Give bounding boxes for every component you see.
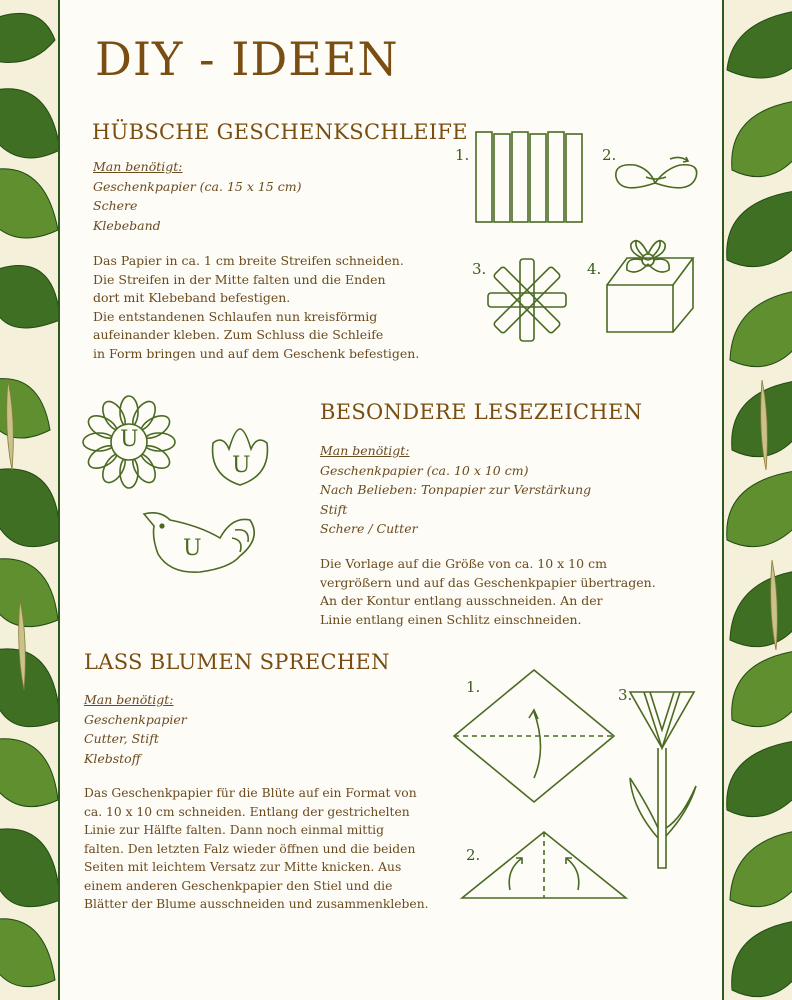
material-item: Klebstoff	[84, 750, 141, 766]
section-title-flowers: LASS BLUMEN SPRECHEN	[84, 650, 390, 674]
instruction-line: Das Papier in ca. 1 cm breite Streifen schneiden.	[93, 253, 404, 268]
step-number: 2.	[602, 146, 617, 164]
bird-bookmark-icon	[140, 508, 265, 578]
gift-box-icon	[603, 230, 698, 340]
page-title: DIY - IDEEN	[95, 32, 399, 86]
materials-bow	[93, 157, 301, 235]
instruction-line: dort mit Klebeband befestigen.	[93, 290, 291, 305]
materials-heading: Man benötigt:	[320, 443, 410, 458]
instruction-line: falten. Den letzten Falz wieder öffnen und die beiden	[84, 841, 416, 856]
bird-bookmark-drawing	[140, 508, 265, 582]
bow-strips-drawing	[470, 130, 590, 229]
instruction-line: Linie entlang einen Schlitz einschneiden.	[320, 611, 582, 627]
step-number: 1.	[466, 678, 481, 696]
instruction-line: Die entstandenen Schlaufen nun kreisförmig	[93, 308, 378, 324]
materials-heading: Man benötigt:	[84, 692, 174, 707]
right-leaf-border	[722, 0, 792, 1000]
instruction-line: einem anderen Geschenkpapier den Stiel und die	[84, 878, 393, 893]
instructions-bookmark	[320, 555, 656, 629]
step-number: 2.	[466, 846, 481, 864]
paper-tulip-icon	[622, 688, 702, 873]
gift-box-drawing	[603, 230, 698, 344]
shape-letter: U	[232, 453, 251, 478]
leaf-border-icon	[0, 0, 60, 1000]
instruction-line: Das Geschenkpapier für die Blüte auf ein Format von	[84, 786, 417, 800]
instruction-line: Die Vorlage auf die Größe von ca. 10 x 10 cm	[320, 556, 607, 571]
material-item: Stift	[320, 501, 348, 517]
material-item: Geschenkpapier (ca. 15 x 15 cm)	[93, 178, 302, 194]
material-item: Klebeband	[93, 217, 161, 233]
instructions-flowers	[84, 784, 429, 914]
folded-square-icon	[452, 668, 617, 808]
tulip-bookmark-drawing	[205, 425, 275, 494]
left-leaf-border	[0, 0, 60, 1000]
paper-tulip-drawing	[622, 688, 702, 877]
material-item: Geschenkpapier	[84, 711, 187, 727]
instruction-line: ca. 10 x 10 cm schneiden. Entlang der gestrichelten	[84, 804, 410, 819]
bow-loop-icon	[610, 155, 705, 200]
materials-heading: Man benötigt:	[93, 159, 183, 174]
shape-letter: U	[120, 427, 139, 452]
instruction-line: Blätter der Blume ausschneiden und zusammenkleben.	[84, 897, 429, 911]
step-number: 3.	[618, 686, 633, 704]
material-item: Schere / Cutter	[320, 521, 418, 536]
material-item: Schere	[93, 198, 138, 213]
flower-bookmark-drawing	[82, 395, 177, 494]
instruction-line: Die Streifen in der Mitte falten und die Enden	[93, 271, 386, 287]
instruction-line: Linie zur Hälfte falten. Dann noch einmal mittig	[84, 823, 384, 837]
section-title-bookmark: BESONDERE LESEZEICHEN	[320, 400, 643, 424]
step-number: 1.	[455, 146, 470, 164]
folded-triangle-icon	[460, 828, 630, 903]
folded-square-drawing	[452, 668, 617, 812]
instruction-line: in Form bringen und auf dem Geschenk befestigen.	[93, 345, 420, 361]
step-number: 3.	[472, 260, 487, 278]
bow-star-drawing	[488, 255, 568, 349]
instructions-bow	[93, 252, 419, 363]
bow-strips-icon	[470, 130, 590, 225]
material-item: Cutter, Stift	[84, 731, 159, 746]
materials-flowers	[84, 690, 187, 768]
section-title-bow: HÜBSCHE GESCHENKSCHLEIFE	[92, 120, 468, 144]
instruction-line: vergrößern und auf das Geschenkpapier übertragen.	[320, 574, 656, 590]
material-item: Nach Belieben: Tonpapier zur Verstärkung	[320, 482, 592, 497]
instruction-line: aufeinander kleben. Zum Schluss die Schleife	[93, 327, 384, 342]
bow-loop-drawing	[610, 155, 705, 204]
folded-triangle-drawing	[460, 828, 630, 907]
instruction-line: Seiten mit leichtem Versatz zur Mitte knicken. Aus	[84, 860, 402, 874]
material-item: Geschenkpapier (ca. 10 x 10 cm)	[320, 462, 529, 478]
step-number: 4.	[587, 260, 602, 278]
materials-bookmark	[320, 441, 591, 539]
instruction-line: An der Kontur entlang ausschneiden. An der	[320, 593, 603, 608]
bow-star-icon	[488, 255, 568, 345]
leaf-border-icon	[722, 0, 792, 1000]
shape-letter: U	[183, 536, 202, 561]
